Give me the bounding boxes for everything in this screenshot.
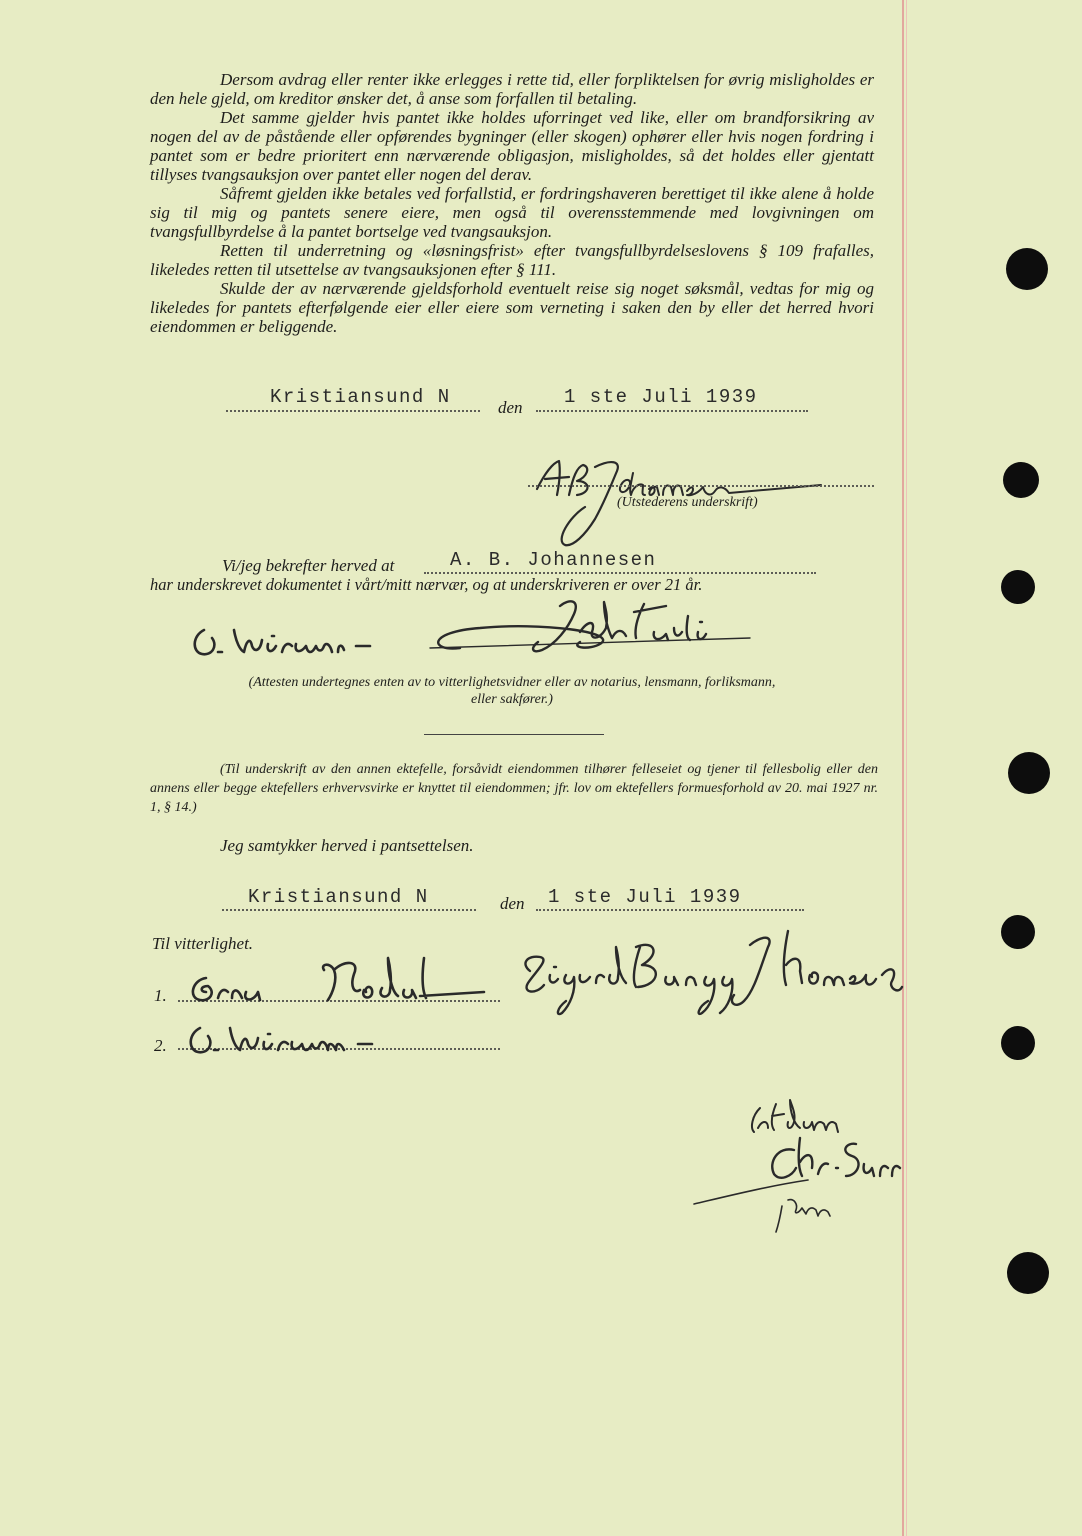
terms-paragraph: Skulde der av nærværende gjeldsforhold eventuelt reise sig noget søksmål, vedtas for mig og likeledes for pantets efterfølgende eier eller eiere som verneting i saken den by eller det herred hvori eiendommen er beliggende. <box>150 279 874 336</box>
witness-signature-left <box>188 616 428 671</box>
date-line-2 <box>536 909 804 911</box>
attest-text: har underskrevet dokumentet i vårt/mitt nærvær, og at underskriveren er over 21 år. <box>150 575 703 594</box>
witness-heading: Til vitterlighet. <box>152 934 254 953</box>
punch-hole <box>1001 570 1035 604</box>
punch-hole <box>1008 752 1050 794</box>
punch-hole <box>1001 915 1035 949</box>
date-typed-2: 1 ste Juli 1939 <box>548 886 742 908</box>
terms-paragraph: Retten til underretning og «løsningsfrist» efter tvangsfullbyrdelseslovens § 109 frafalles, likeledes retten til utsettelse av tvangsauksjonen efter § 111. <box>150 241 874 279</box>
place-typed: Kristiansund N <box>270 386 451 408</box>
attest-name-typed: A. B. Johannesen <box>450 549 657 571</box>
place-line <box>226 410 480 412</box>
witness-number-1: 1. <box>154 986 167 1005</box>
witness-1-signature <box>184 950 494 1015</box>
den-label-2: den <box>500 894 525 913</box>
consent-text: Jeg samtykker herved i pantsettelsen. <box>220 836 474 855</box>
place-typed-2: Kristiansund N <box>248 886 429 908</box>
registrar-signature <box>688 1088 908 1243</box>
date-typed: 1 ste Juli 1939 <box>564 386 758 408</box>
punch-hole <box>1006 248 1048 290</box>
spouse-signature <box>510 925 910 1030</box>
date-line <box>536 410 808 412</box>
punch-hole <box>1003 462 1039 498</box>
section-divider <box>424 734 604 735</box>
attest-prefix: Vi/jeg bekrefter herved at <box>222 556 395 575</box>
attest-name-line <box>424 572 816 574</box>
den-label: den <box>498 398 523 417</box>
terms-text <box>150 70 874 336</box>
margin-rule <box>902 0 904 1536</box>
witness-number-2: 2. <box>154 1036 167 1055</box>
attest-note-line2: eller sakfører.) <box>471 692 553 707</box>
terms-paragraph: Dersom avdrag eller renter ikke erlegges i rette tid, eller forpliktelsen for øvrig misligholdes er den hele gjeld, om kreditor ønsker det, å anse som forfallen til betaling. <box>150 70 874 108</box>
witness-signature-right <box>420 592 760 677</box>
place-line-2 <box>222 909 476 911</box>
punch-hole <box>1007 1252 1049 1294</box>
issuer-signature-caption: (Utstederens underskrift) <box>617 495 758 510</box>
attest-note-line1: (Attesten undertegnes enten av to vitterlighetsvidner eller av notarius, lensmann, forliksmann, <box>248 675 776 690</box>
terms-paragraph: Såfremt gjelden ikke betales ved forfallstid, er fordringshaveren berettiget til ikke alene å holde sig til mig og pantets senere eiere, men også til overensstemmende med lovgivningen om tvangsfullbyrdelse å la pantet bortselge ved tvangsauksjon. <box>150 184 874 241</box>
spouse-note: (Til underskrift av den annen ektefelle, forsåvidt eiendommen tilhører felleseiet og tjener til fellesbolig eller den annens eller begge ektefellers erhvervsvirke er knyttet til eiendommen; jfr. lov om ektefellers formuesforhold av 20. mai 1927 nr. 1, § 14.) <box>150 762 878 815</box>
terms-paragraph: Det samme gjelder hvis pantet ikke holdes uforringet ved like, eller om brandforsikring av nogen del av de påstående eller opførendes bygninger (eller skogen) ophører eller hvis nogen fordring i pantet som er bedre prioritert enn nærværende obligasjon, misligholdes, så det holdes eller gjentatt tillyses tvangsauksjon over pantet eller nogen del derav. <box>150 108 874 184</box>
attest-note <box>150 674 874 708</box>
witness-2-signature <box>186 1020 426 1065</box>
issuer-signature-line <box>528 485 874 487</box>
margin-rule-secondary <box>906 0 907 1536</box>
punch-hole <box>1001 1026 1035 1060</box>
